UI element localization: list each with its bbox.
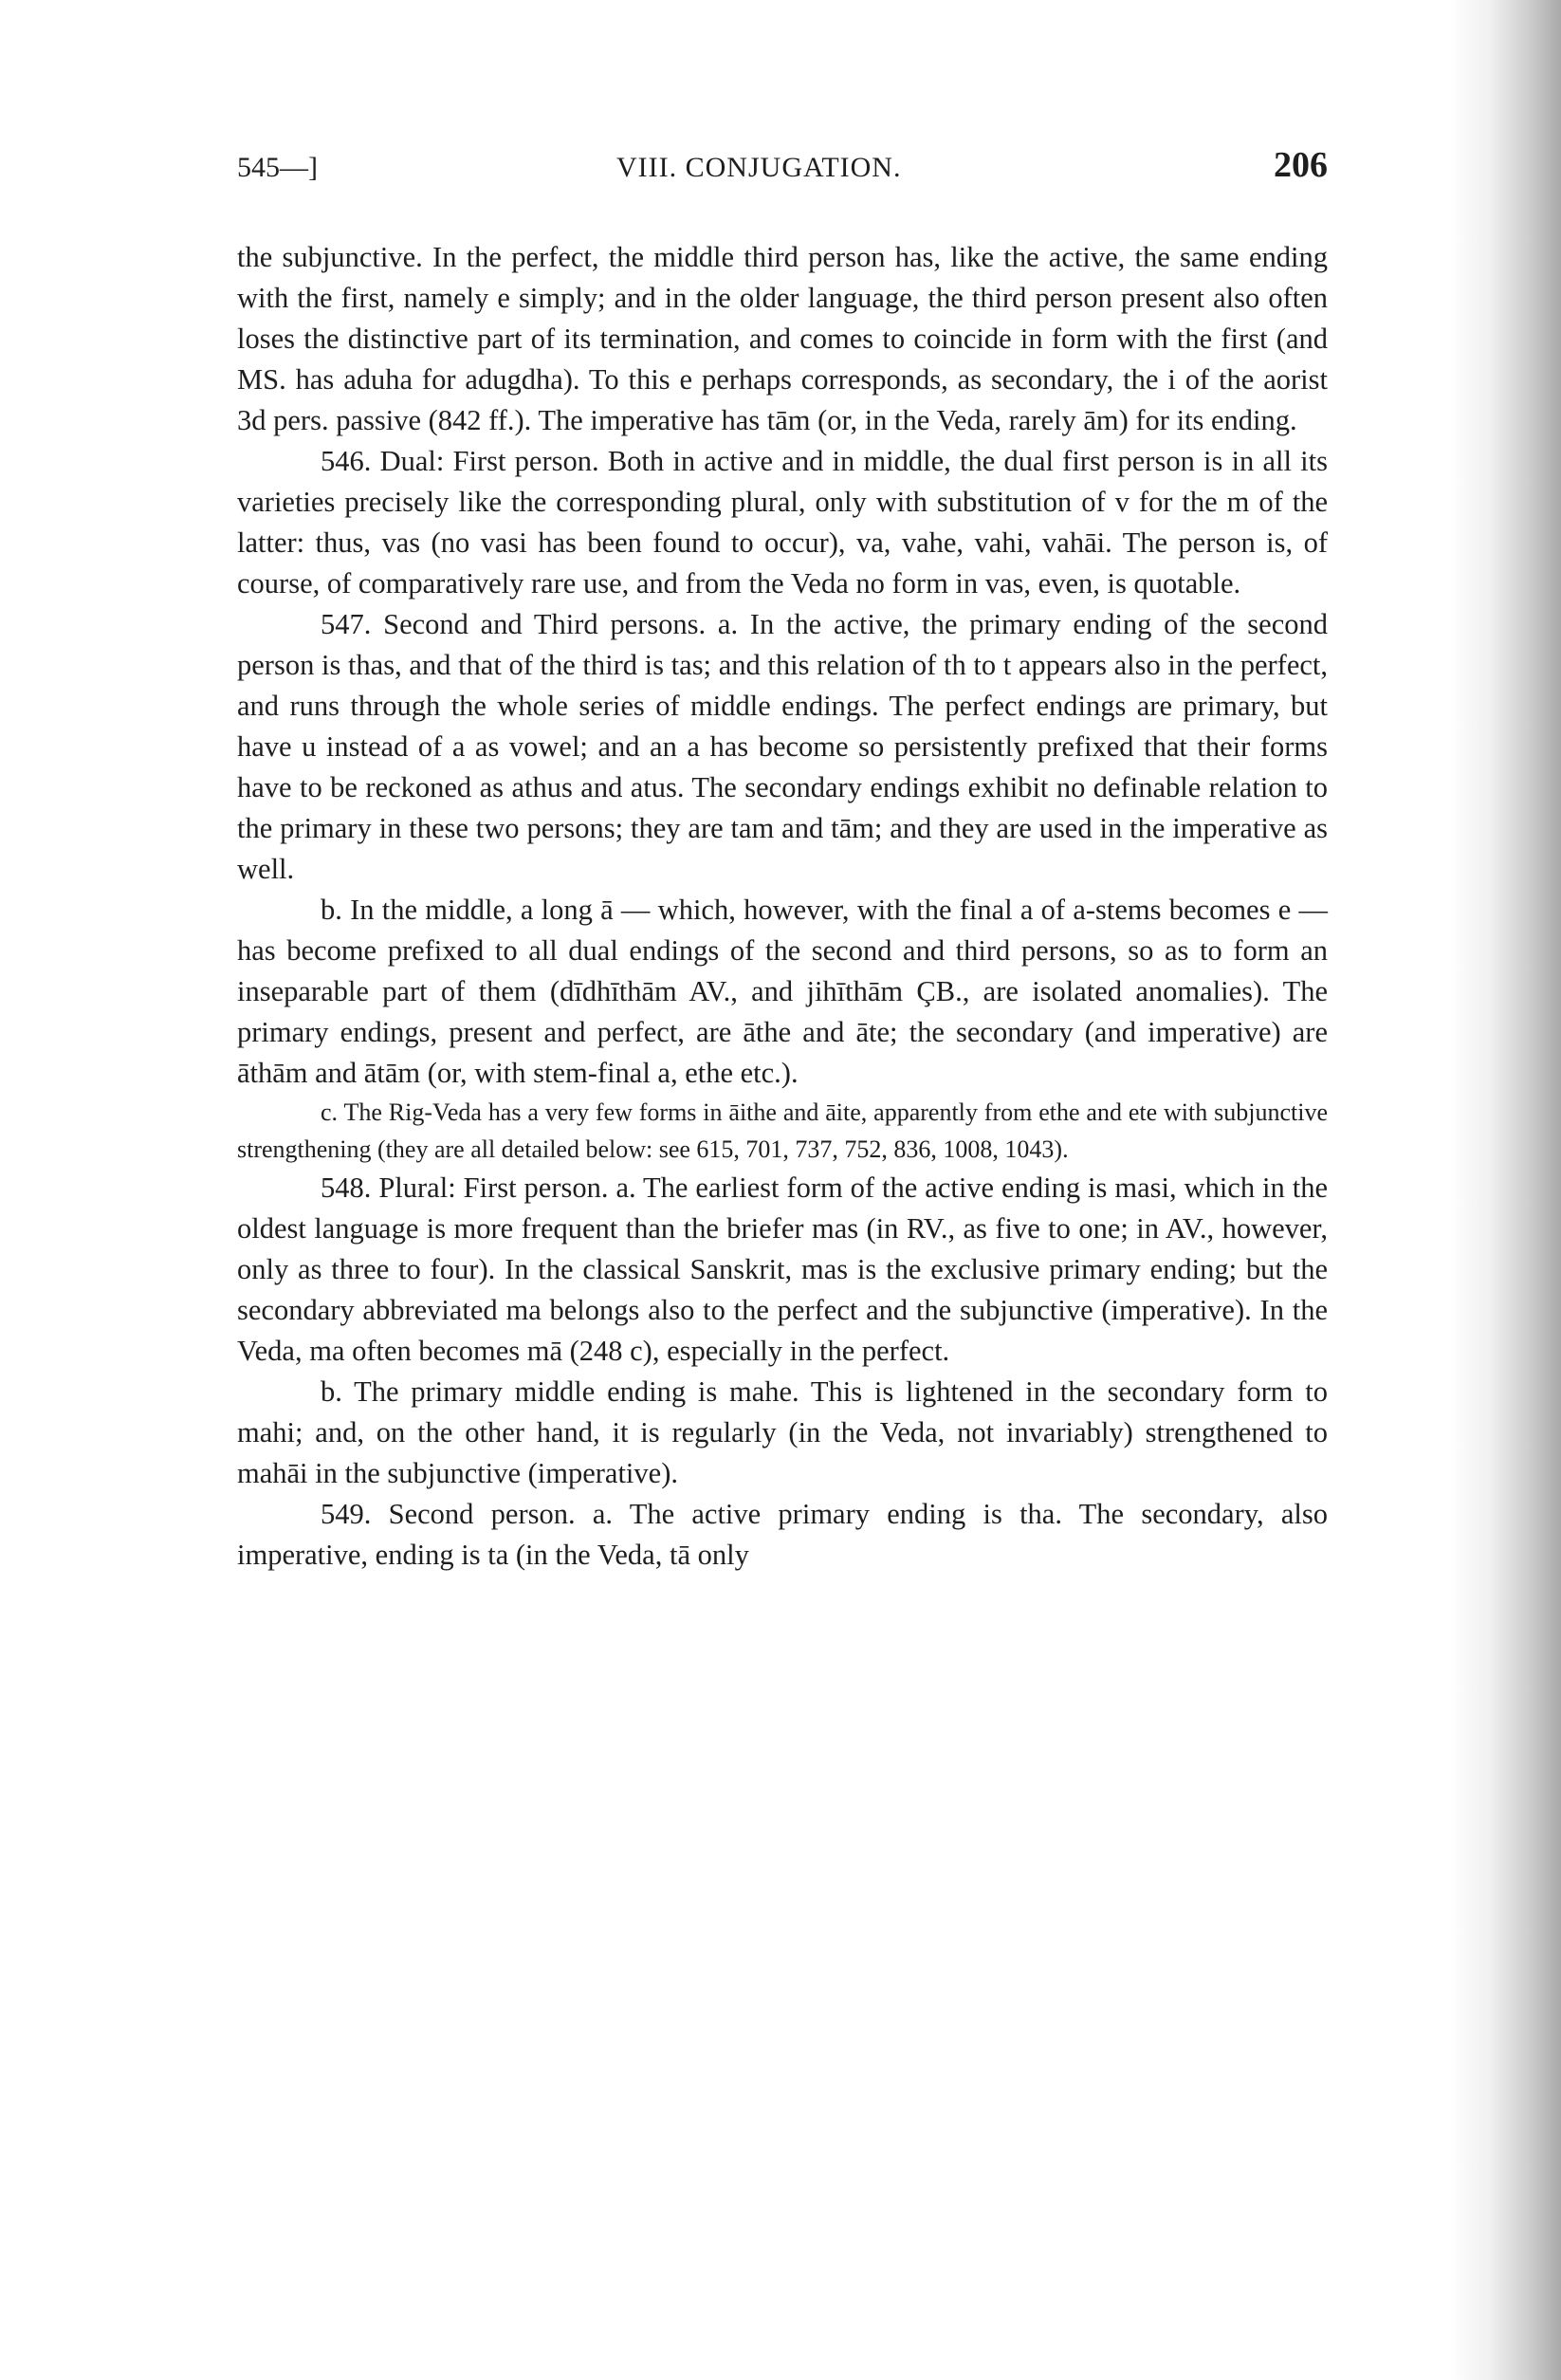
chapter-title: VIII. CONJUGATION.	[616, 152, 902, 183]
paragraph-547b: b. In the middle, a long ā — which, however, with the final a of a-stems becomes e — has become prefixed to all dual endings of the second and third persons, so as to form an inseparable part of them (dīdhīthām AV., and jihīthām ÇB., are isolated anomalies). The primary endings, present and perfect, are āthe and āte; the secondary (and imperative) are āthām and ātām (or, with stem-final a, ethe etc.).	[237, 894, 1328, 1089]
scan-page-edge	[1449, 0, 1561, 2380]
paragraph-549a: 549. Second person. a. The active primary ending is tha. The secondary, also imperative, ending is ta (in the Veda, tā only	[237, 1498, 1328, 1571]
paragraph-548b: b. The primary middle ending is mahe. This is lightened in the secondary form to mahi; and, on the other hand, it is regularly (in the Veda, not invariably) strengthened to mahāi in the subjunctive (imperative).	[237, 1375, 1328, 1489]
page-number: 206	[1274, 145, 1328, 185]
paragraph-547c: c. The Rig-Veda has a very few forms in āithe and āite, apparently from ethe and ete with subjunctive strengthening (they are all detailed below: see 615, 701, 737, 752, 836, 1008, 1043).	[237, 1098, 1328, 1163]
page-body	[237, 237, 1328, 1576]
running-header	[237, 142, 1328, 199]
paragraph-547a: 547. Second and Third persons. a. In the active, the primary ending of the second person is thas, and that of the third is tas; and this relation of th to t appears also in the perfect, and runs through the whole series of middle endings. The perfect endings are primary, but have u instead of a as vowel; and an a has become so persistently prefixed that their forms have to be reckoned as athus and atus. The secondary endings exhibit no definable relation to the primary in these two persons; they are tam and tām; and they are used in the imperative as well.	[237, 608, 1328, 885]
book-page	[237, 142, 1328, 1576]
paragraph-546: 546. Dual: First person. Both in active and in middle, the dual first person is in all its varieties precisely like the corresponding plural, only with substitution of v for the m of the latter: thus, vas (no vasi has been found to occur), va, vahe, vahi, vahāi. The person is, of course, of comparatively rare use, and from the Veda no form in vas, even, is quotable.	[237, 445, 1328, 600]
section-reference: 545—]	[237, 152, 318, 183]
paragraph-548a: 548. Plural: First person. a. The earliest form of the active ending is masi, which in the oldest language is more frequent than the briefer mas (in RV., as five to one; in AV., however, only as three to four). In the classical Sanskrit, mas is the exclusive primary ending; but the secondary abbreviated ma belongs also to the perfect and the subjunctive (imperative). In the Veda, ma often becomes mā (248 c), especially in the perfect.	[237, 1172, 1328, 1367]
paragraph-continued: the subjunctive. In the perfect, the middle third person has, like the active, the same ending with the first, namely e simply; and in the older language, the third person present also often loses the distinctive part of its termination, and comes to coincide in form with the first (and MS. has aduha for adugdha). To this e perhaps corresponds, as secondary, the i of the aorist 3d pers. passive (842 ff.). The imperative has tām (or, in the Veda, rarely ām) for its ending.	[237, 241, 1328, 436]
